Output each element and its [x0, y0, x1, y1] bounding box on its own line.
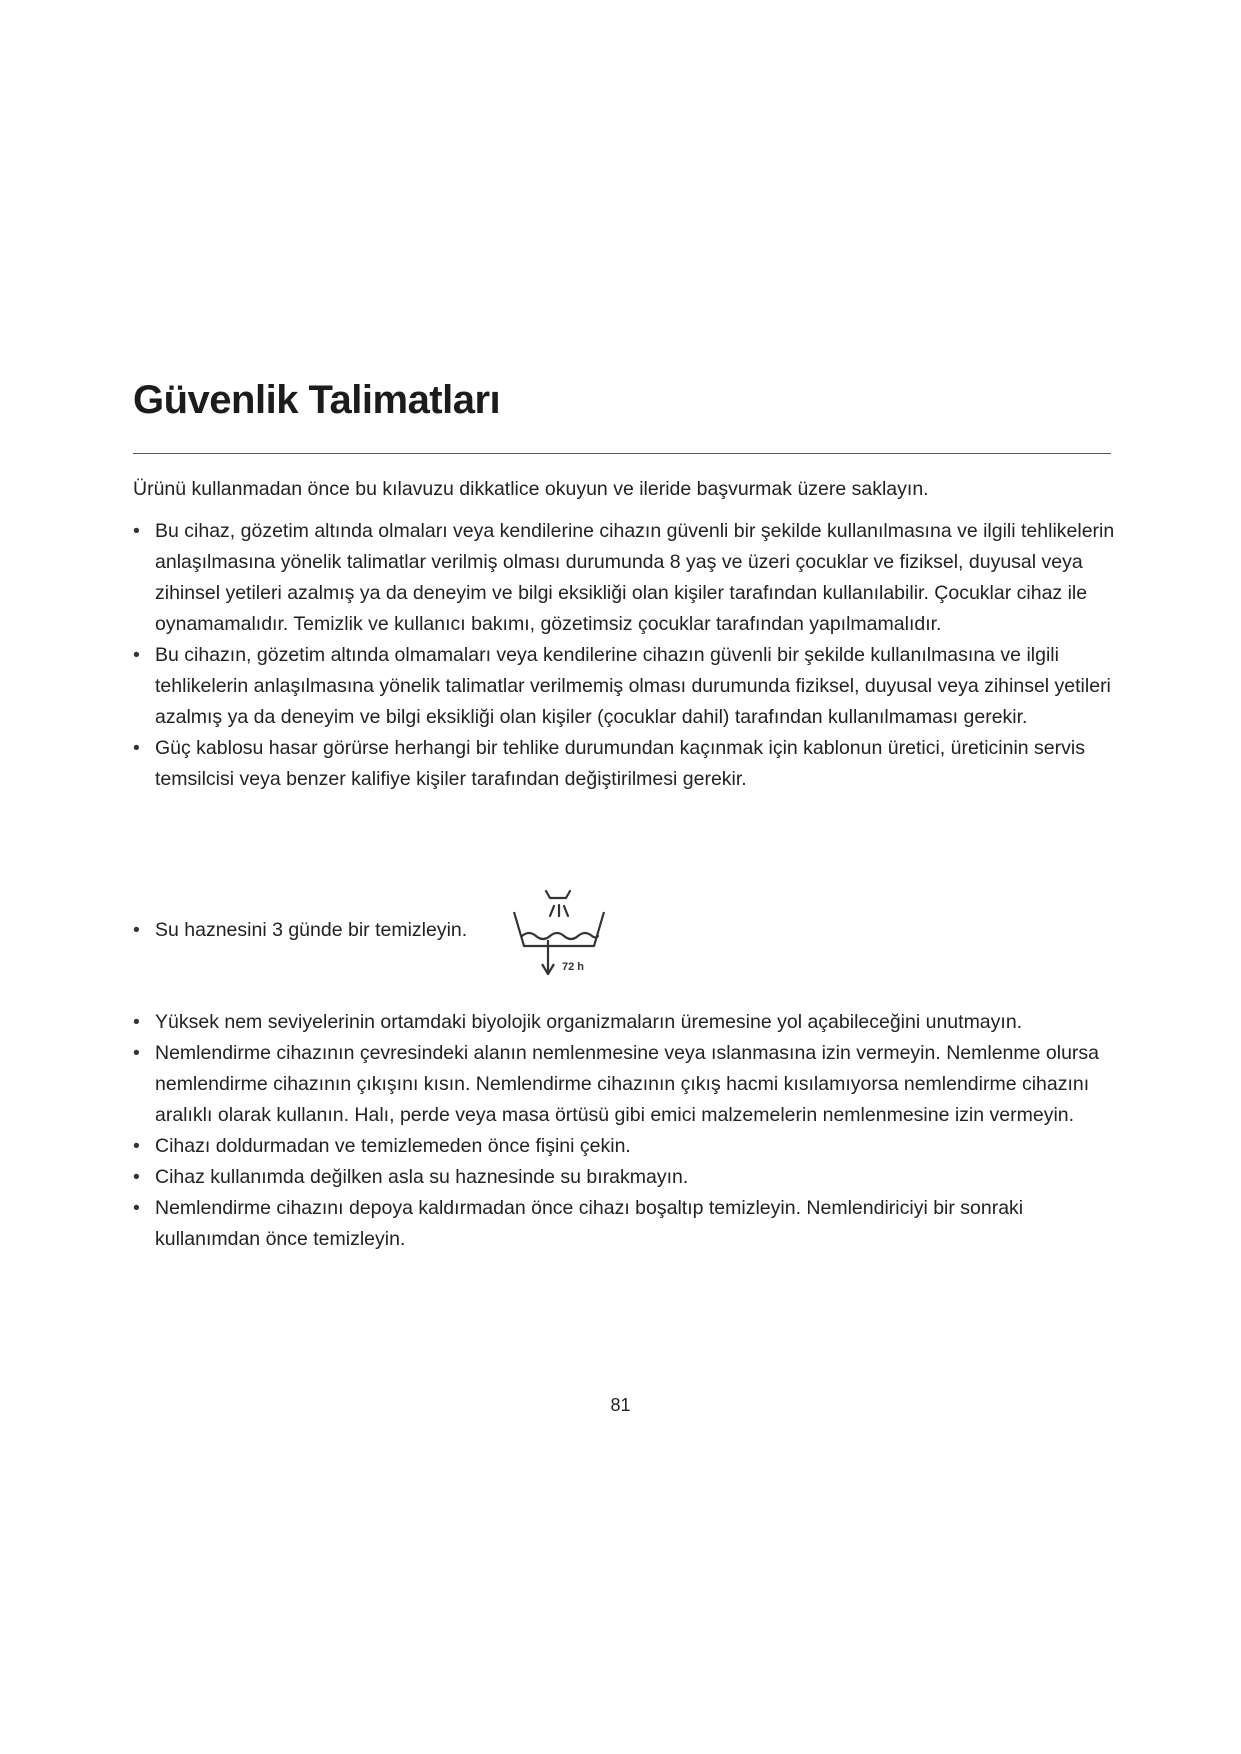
list-item [133, 733, 1118, 795]
page-number: 81 [610, 1395, 631, 1415]
list-item [133, 1193, 1118, 1255]
safety-list-a [133, 516, 1118, 795]
list-item [133, 1131, 1118, 1162]
clean-tank-icon [510, 884, 610, 984]
title-divider [133, 453, 1111, 454]
safety-list-b [133, 1007, 1118, 1255]
list-item [133, 640, 1118, 733]
list-item [133, 1162, 1118, 1193]
list-item [133, 1007, 1118, 1038]
list-item-text: • Bu cihazın, gözetim altında olmamaları veya kendilerine cihazın güvenli bir şekilde kullanılmasına ve ilgili tehlikelerin anlaşılmasına yönelik talimatlar verilmemiş olması durumunda fiziksel, duyusal veya zihinsel yetileri azalmış ya da deneyim ve bilgi eksikliği olan kişiler (çocuklar dahil) tarafından kullanılmaması gerekir. [155, 644, 1111, 728]
list-item [133, 1038, 1118, 1131]
clean-icon-label: 72 h [562, 961, 585, 973]
list-item-text: • Bu cihaz, gözetim altında olmaları veya kendilerine cihazın güvenli bir şekilde kullanılmasına ve ilgili tehlikelerin anlaşılmasına yönelik talimatlar verilmiş olması durumunda 8 yaş ve üzeri çocuklar ve fiziksel, duyusal veya zihinsel yetileri azalmış ya da deneyim ve bilgi eksikliği olan kişiler tarafından kullanılabilir. Çocuklar cihaz ile oynamamalıdır. Temizlik ve kullanıcı bakımı, gözetimsiz çocuklar tarafından yapılmamalıdır. [155, 520, 1115, 635]
list-item-text: • Nemlendirme cihazını depoya kaldırmadan önce cihazı boşaltıp temizleyin. Nemlendiriciyi bir sonraki kullanımdan önce temizleyin. [155, 1197, 1024, 1250]
list-item-text: • Yüksek nem seviyelerinin ortamdaki biyolojik organizmaların üremesine yol açabileceğini unutmayın. [155, 1011, 1023, 1033]
page-title: Güvenlik Talimatları [133, 378, 501, 422]
list-item-text: • Cihazı doldurmadan ve temizlemeden önce fişini çekin. [155, 1135, 631, 1157]
intro-text: Ürünü kullanmadan önce bu kılavuzu dikkatlice okuyun ve ileride başvurmak üzere saklayın. [133, 478, 929, 500]
list-item-text: • Güç kablosu hasar görürse herhangi bir tehlike durumundan kaçınmak için kablonun üretici, üreticinin servis temsilcisi veya benzer kalifiye kişiler tarafından değiştirilmesi gerekir. [155, 737, 1085, 790]
list-item-text: • Nemlendirme cihazının çevresindeki alanın nemlenmesine veya ıslanmasına izin vermeyin. Nemlenme olursa nemlendirme cihazının çıkışını kısın. Nemlendirme cihazının çıkış hacmi kısılamıyorsa nemlendirme cihazını aralıklı olarak kullanın. Halı, perde veya masa örtüsü gibi emici malzemelerin nemlenmesine izin vermeyin. [155, 1042, 1100, 1126]
list-item-text: • Cihaz kullanımda değilken asla su haznesinde su bırakmayın. [155, 1166, 689, 1188]
list-item [133, 516, 1118, 640]
clean-note: • Su haznesini 3 günde bir temizleyin. [133, 915, 467, 946]
